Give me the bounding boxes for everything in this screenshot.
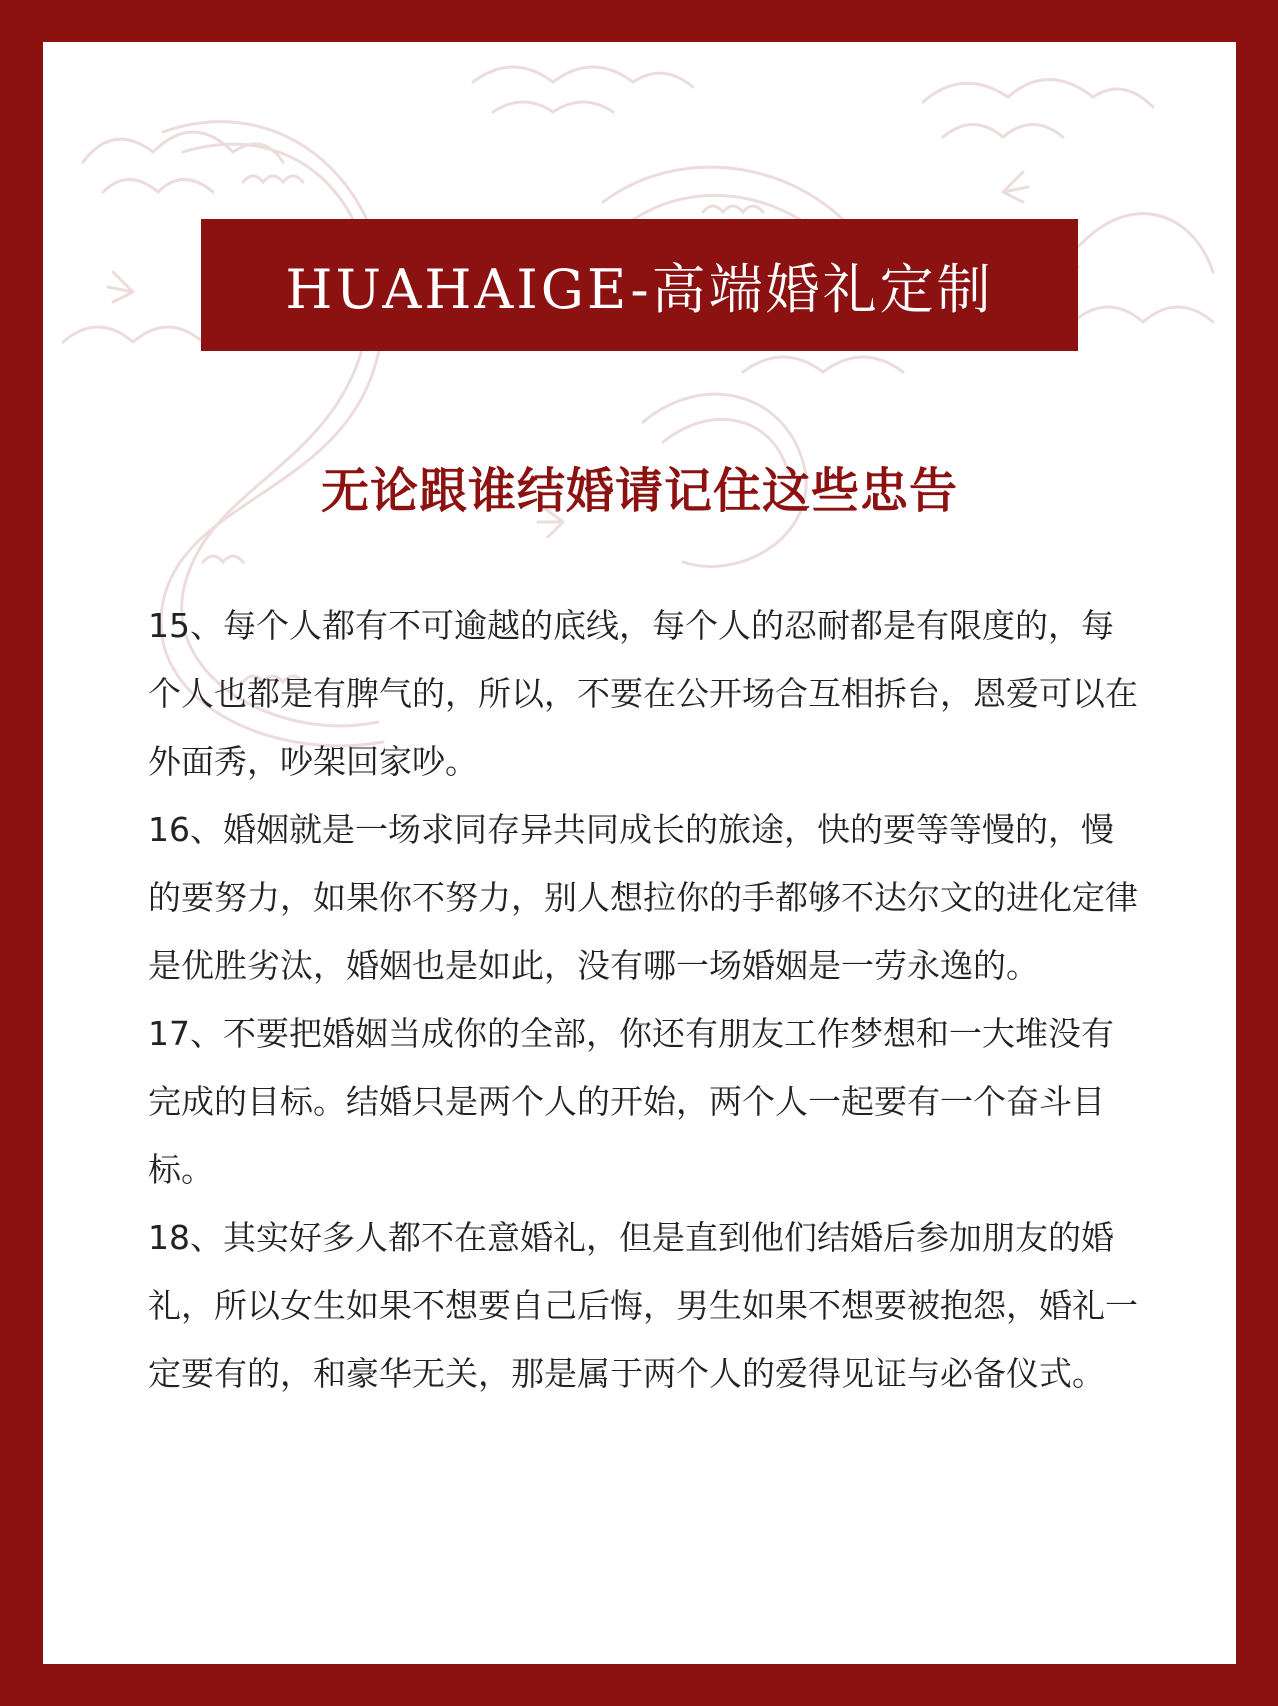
advice-text (148, 592, 1138, 1408)
title-banner (201, 219, 1078, 351)
advice-paragraph-17: 17、不要把婚姻当成你的全部，你还有朋友工作梦想和一大堆没有完成的目标。结婚只是两个人的开始，两个人一起要有一个奋斗目标。 (148, 1014, 1114, 1189)
advice-paragraph-16: 16、婚姻就是一场求同存异共同成长的旅途，快的要等等慢的，慢的要努力，如果你不努力，别人想拉你的手都够不达尔文的进化定律是优胜劣汰，婚姻也是如此，没有哪一场婚姻是一劳永逸的。 (148, 810, 1138, 985)
advice-paragraph-15: 15、每个人都有不可逾越的底线，每个人的忍耐都是有限度的，每个人也都是有脾气的，所以，不要在公开场合互相拆台，恩爱可以在外面秀，吵架回家吵。 (148, 606, 1138, 781)
content-card (43, 42, 1236, 1664)
banner-title: HUAHAIGE-高端婚礼定制 (285, 257, 994, 321)
advice-paragraph-18: 18、其实好多人都不在意婚礼，但是直到他们结婚后参加朋友的婚礼，所以女生如果不想要自己后悔，男生如果不想要被抱怨，婚礼一定要有的，和豪华无关，那是属于两个人的爱得见证与必备仪式。 (148, 1218, 1138, 1393)
subtitle: 无论跟谁结婚请记住这些忠告 (320, 463, 958, 519)
